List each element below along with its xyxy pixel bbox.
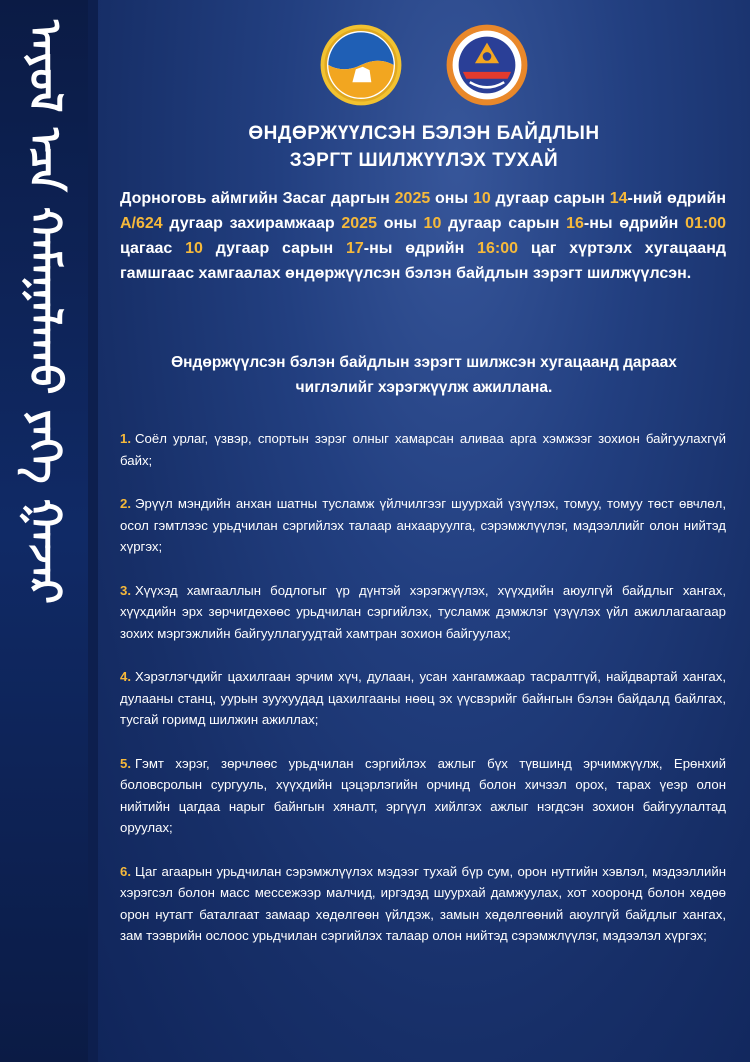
lead-text: цагаас (120, 240, 186, 257)
item-text: Хэрэглэгчдийг цахилгаан эрчим хүч, дулаан, усан хангамжаар тасралтгүй, найдвартай хангах, дулааны станц, уурын зуухуудад цахилгааны нөөц эх үүсвэрийг байнгын бэлэн байдалд байлгах, тусгай горимд шилжин ажиллах; (120, 669, 726, 727)
item-number: 1. (120, 431, 131, 446)
lead-text: -ний өдрийн (627, 190, 726, 207)
lead-text: дугаар сарын (441, 215, 567, 232)
lead-text: дугаар захирамжаар (162, 215, 342, 232)
mongolian-script-sidebar (0, 0, 88, 1062)
emergency-agency-logo (444, 22, 530, 108)
lead-text: цаг хүртэлх хугацаанд гамшгаас хамгаалах өндөржүүлсэн бэлэн байдлын зэрэгт шилжүүлсэн. (120, 240, 727, 282)
lead-highlight: А/624 (120, 215, 163, 232)
list-item (120, 580, 726, 645)
list-item (120, 428, 726, 471)
lead-text: -ны өдрийн (363, 240, 478, 257)
title-line-1: ӨНДӨРЖҮҮЛСЭН БЭЛЭН БАЙДЛЫН (248, 123, 600, 144)
logos-row (98, 22, 750, 112)
title-line-2: ЗЭРГТ ШИЛЖҮҮЛЭХ ТУХАЙ (289, 150, 559, 171)
lead-highlight: 17 (345, 240, 364, 257)
subtitle-line-1: Өндөржүүлсэн бэлэн байдлын зэрэгт шилжсэн хугацаанд дараах (171, 354, 677, 371)
list-item (120, 493, 726, 558)
list-item (120, 861, 726, 947)
list-item (120, 753, 726, 839)
lead-text: Дорноговь аймгийн Засаг даргын (120, 190, 395, 207)
item-number: 6. (120, 863, 131, 879)
lead-highlight: 10 (472, 190, 491, 207)
lead-text: оны (430, 190, 473, 207)
lead-text: дугаар сарын (202, 240, 346, 257)
item-number: 5. (120, 755, 131, 771)
vertical-script (4, 20, 84, 1040)
emblem-logo (318, 22, 404, 108)
item-number: 3. (120, 582, 131, 598)
lead-text: дугаар сарын (490, 190, 610, 207)
lead-highlight: 10 (423, 215, 442, 232)
lead-highlight: 16 (566, 215, 584, 232)
sidebar-script-text: ᠠᠶᠤᠯ ᠡᠴᠡ ᠬᠠᠮᠠᠭᠠᠯᠠᠬᠤ ᠶᠡᠬᠡ ᠭᠠᠵᠠᠷ (19, 20, 70, 604)
lead-highlight: 01:00 (685, 215, 727, 232)
lead-highlight: 10 (185, 240, 203, 257)
item-text: Хүүхэд хамгааллын бодлогыг үр дүнтэй хэрэгжүүлэх, хүүхдийн аюулгүй байдлыг хангах, хүүхдийн эрх зөрчигдөхөөс урьдчилан сэргийлэх, тусламж дэмжлэг үзүүлэх үйл ажиллагаагаар зохих мэргэжлийн байгууллагуудтай хамтран зохион байгуулах; (120, 582, 726, 641)
subtitle-line-2: чиглэлийг хэрэгжүүлж ажиллана. (295, 379, 553, 396)
lead-paragraph (120, 186, 726, 286)
main-panel (98, 0, 750, 1062)
lead-text: оны (376, 215, 424, 232)
item-number: 2. (120, 496, 131, 511)
item-text: Эрүүл мэндийн анхан шатны тусламж үйлчилгээг шуурхай үзүүлэх, томуу, томуу төст өвчлөл, осол гэмтлээс урьдчилан сэргийлэх талаар анхааруулга, сэрэмжлүүлэг, мэдээллийг олон нийтэд хүргэх; (120, 496, 726, 554)
lead-text: -ны өдрийн (583, 215, 686, 232)
list-item (120, 666, 726, 731)
lead-highlight: 2025 (341, 215, 377, 232)
item-number: 4. (120, 669, 131, 684)
lead-highlight: 16:00 (477, 240, 519, 257)
lead-highlight: 14 (609, 190, 628, 207)
item-text: Соёл урлаг, үзвэр, спортын зэрэг олныг хамарсан аливаа арга хэмжээг зохион байгуулахгүй байх; (120, 431, 726, 468)
section-subtitle (128, 350, 720, 400)
item-text: Цаг агаарын урьдчилан сэрэмжлүүлэх мэдээг тухай бүр сум, орон нутгийн хэвлэл, мэдээллийн хэрэгсэл болон масс мессежээр малчид, иргэдэд шуурхай дамжуулах, хот хооронд болон хөдөө орон нутагт баталгаат замаар хөдөлгөөн үйлдэж, замын хөдөлгөөний аюулгүй байдлыг хангах, зам тээврийн ослоос урьдчилан сэргийлэх талаар олон нийтэд сэрэмжлүүлэг, мэдээлэл хүргэх; (120, 863, 726, 943)
page-title (98, 120, 750, 174)
lead-highlight: 2025 (394, 190, 431, 207)
directive-list (120, 428, 726, 969)
item-text: Гэмт хэрэг, зөрчлөөс урьдчилан сэргийлэх ажлыг бүх түвшинд эрчимжүүлж, Ерөнхий боловсролын сургууль, хүүхдийн цэцэрлэгийн орчинд болон хичээл орох, тарах үеэр олон нийтийн цагдаа нарыг байнгын хяналт, эргүүл хийлгэх ажлыг нэгдсэн зохион байгуулалтад оруулах; (120, 755, 726, 835)
